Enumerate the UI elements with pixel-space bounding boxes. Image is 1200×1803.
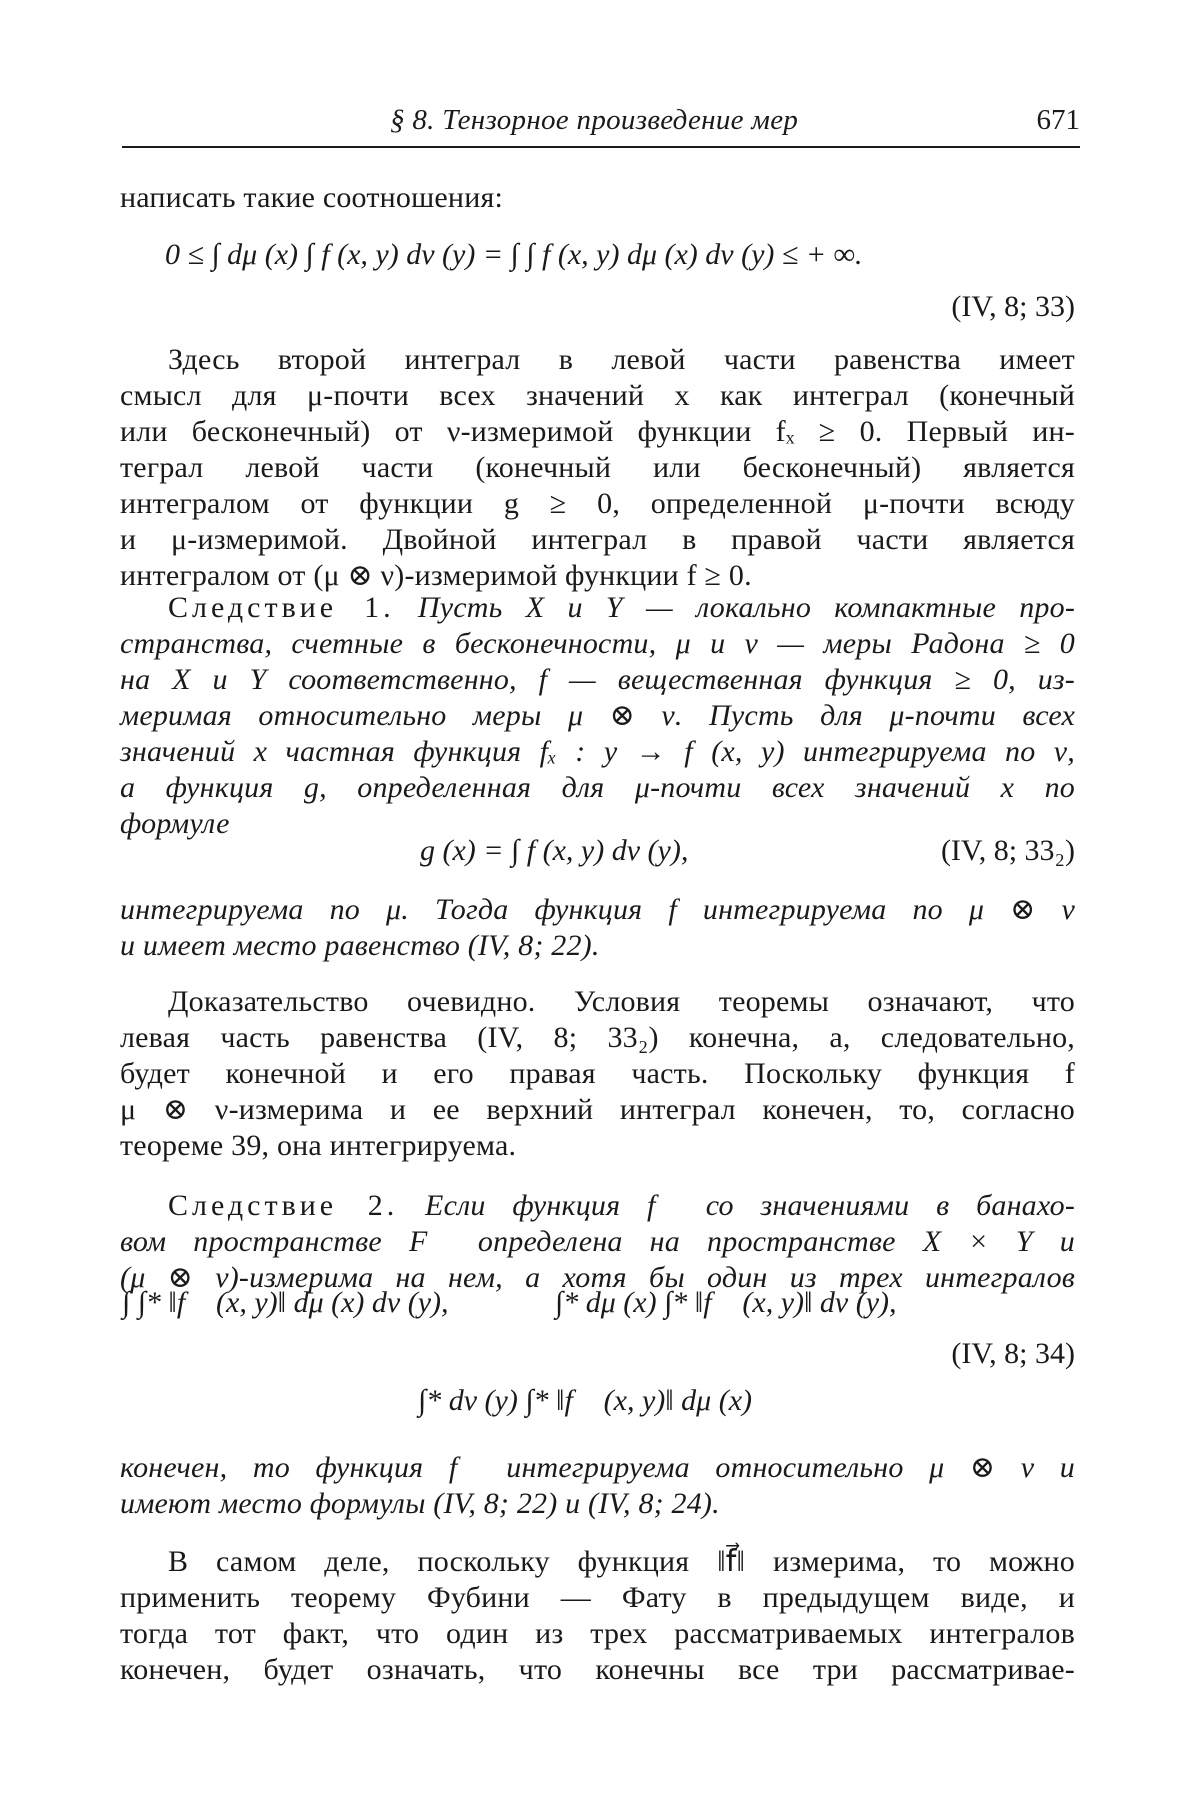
corollary-2 (120, 1188, 1075, 1296)
integral-2: ∫* dμ (x) ∫* ‖f⃗ (x, y)‖ dν (y), (555, 1286, 897, 1319)
text-line: и μ-измеримой. Двойной интеграл в правой части является (120, 523, 1075, 556)
text-line: и имеет место равенство (IV, 8; 22). (120, 929, 600, 962)
text-line: μ ⊗ ν-измерима и ее верхний интеграл конечен, то, согласно (120, 1093, 1075, 1126)
text-line: на X и Y соответственно, f — вещественная функция ≥ 0, из- (120, 663, 1075, 696)
text-line: меримая относительно меры μ ⊗ ν. Пусть для μ-почти всех (120, 699, 1075, 732)
header-rule (122, 146, 1080, 148)
text-line: теграл левой части (конечный или бесконечный) является (120, 451, 1075, 484)
paragraph-2 (120, 984, 1075, 1164)
text-line: Доказательство очевидно. Условия теоремы означают, что (168, 985, 1075, 1018)
text-line: интегралом от (μ ⊗ ν)-измеримой функции f ≥ 0. (120, 559, 752, 592)
corollary-2-conclusion (120, 1450, 1075, 1522)
paragraph-1 (120, 342, 1075, 594)
text-line: написать такие соотношения: (120, 181, 503, 214)
text-line: левая часть равенства (IV, 8; 33₂) конечна, а, следовательно, (120, 1021, 1075, 1054)
corollary-2-first-line (120, 1188, 1075, 1224)
corollary-1 (120, 590, 1075, 842)
text-line: (μ ⊗ ν)-измерима на нем, а хотя бы один из трех интегралов (120, 1261, 1075, 1294)
equation-label-33: (IV, 8; 33) (951, 290, 1075, 323)
running-title: § 8. Тензорное произведение мер (390, 104, 799, 136)
text-line: интегрируема по μ. Тогда функция f интегрируема по μ ⊗ ν (120, 893, 1075, 926)
text-line: конечен, то функция f⃗ интегрируема относительно μ ⊗ ν и (120, 1451, 1075, 1484)
running-head (122, 104, 1080, 148)
text-line: конечен, будет означать, что конечны все три рассматривае- (120, 1653, 1075, 1686)
equation-label-33-2: (IV, 8; 33₂) (940, 834, 1075, 867)
text-line: Здесь второй интеграл в левой части равенства имеет (168, 343, 1075, 376)
corollary-1-conclusion (120, 892, 1075, 964)
text-line: а функция g, определенная для μ-почти всех значений x по (120, 771, 1075, 804)
text-line: имеют место формулы (IV, 8; 22) и (IV, 8; 24). (120, 1487, 720, 1520)
equation-label-34: (IV, 8; 34) (951, 1337, 1075, 1370)
integral-1: ∫ ∫* ‖f⃗ (x, y)‖ dμ (x) dν (y), (122, 1286, 449, 1319)
text-line: теореме 39, она интегрируема. (120, 1129, 517, 1162)
integral-3: ∫* dν (y) ∫* ‖f⃗ (x, y)‖ dμ (x) (418, 1384, 753, 1417)
text-line: В самом деле, поскольку функция ‖f⃗‖ измерима, то можно (168, 1545, 1075, 1578)
text-line: применить теорему Фубини — Фату в предыдущем виде, и (120, 1581, 1075, 1614)
text-line: странства, счетные в бесконечности, μ и ν — меры Радона ≥ 0 (120, 627, 1075, 660)
text-line: тогда тот факт, что один из трех рассматриваемых интегралов (120, 1617, 1075, 1650)
text-line: смысл для μ-почти всех значений x как интеграл (конечный (120, 379, 1075, 412)
paragraph-3 (120, 1544, 1075, 1688)
corollary-2-text: Если функция f⃗ со значениями в банахо- (425, 1189, 1076, 1222)
corollary-1-first-line (120, 590, 1075, 626)
text-line: будет конечной и его правая часть. Поскольку функция f (120, 1057, 1075, 1090)
intro-text (120, 180, 1075, 216)
formula-33: 0 ≤ ∫ dμ (x) ∫ f (x, y) dν (y) = ∫ ∫ f (x, y) dμ (x) dν (y) ≤ + ∞. (165, 238, 863, 271)
text-line: или бесконечный) от ν-измеримой функции fₓ ≥ 0. Первый ин- (120, 415, 1075, 448)
formula-33-2: g (x) = ∫ f (x, y) dν (y), (420, 834, 689, 867)
text-line: вом пространстве F⃗ определена на пространстве X × Y и (120, 1225, 1075, 1258)
text-line: значений x частная функция fₓ : y → f (x, y) интегрируема по ν, (120, 735, 1075, 768)
page-number: 671 (1036, 104, 1080, 136)
corollary-1-text: Пусть X и Y — локально компактные про- (417, 591, 1076, 624)
corollary-1-label: Следствие 1. (168, 591, 395, 624)
text-line: формуле (120, 807, 230, 840)
text-line: интегралом от функции g ≥ 0, определенной μ-почти всюду (120, 487, 1075, 520)
corollary-2-label: Следствие 2. (168, 1189, 399, 1222)
